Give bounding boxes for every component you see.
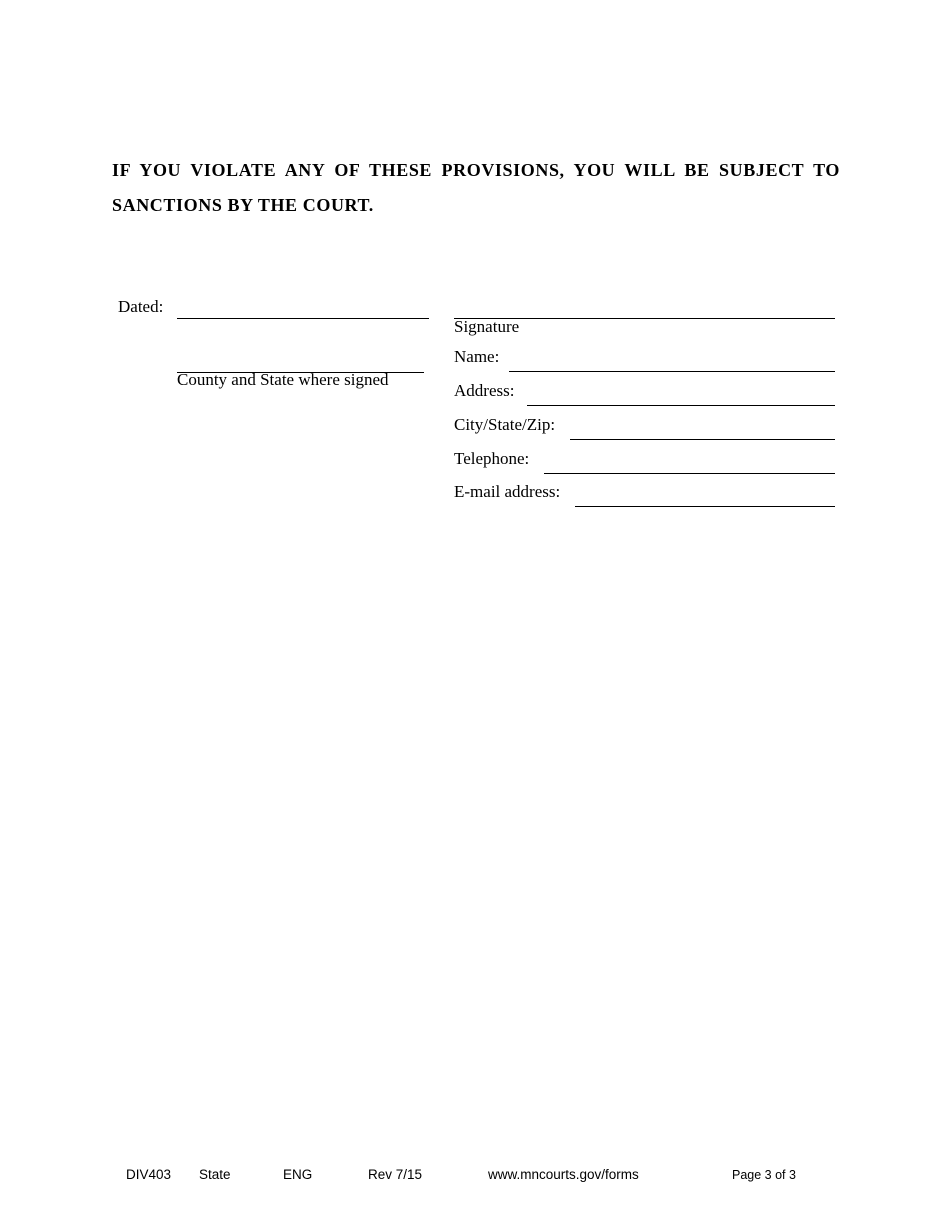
address-field-line[interactable]	[527, 405, 835, 406]
footer-jurisdiction: State	[199, 1167, 231, 1182]
name-label: Name:	[454, 347, 500, 366]
name-field-line[interactable]	[509, 371, 835, 372]
address-label: Address:	[454, 381, 515, 400]
county-state-label: County and State where signed	[177, 370, 389, 389]
dated-label: Dated:	[118, 297, 164, 316]
footer-page-number: Page 3 of 3	[732, 1168, 796, 1182]
signature-label: Signature	[454, 317, 520, 336]
footer-language: ENG	[283, 1167, 313, 1182]
city-state-zip-field-line[interactable]	[570, 439, 835, 440]
sanctions-warning: IF YOU VIOLATE ANY OF THESE PROVISIONS, YOU WILL BE SUBJECT TO SANCTIONS BY THE COURT.	[112, 160, 840, 215]
footer-revision: Rev 7/15	[368, 1167, 423, 1182]
telephone-field-line[interactable]	[544, 473, 835, 474]
telephone-label: Telephone:	[454, 449, 530, 468]
dated-field-line[interactable]	[177, 318, 429, 319]
footer-url: www.mncourts.gov/forms	[488, 1167, 639, 1182]
footer-form-id: DIV403	[126, 1167, 172, 1182]
email-field-line[interactable]	[575, 506, 835, 507]
email-label: E-mail address:	[454, 482, 561, 501]
city-state-zip-label: City/State/Zip:	[454, 415, 556, 434]
